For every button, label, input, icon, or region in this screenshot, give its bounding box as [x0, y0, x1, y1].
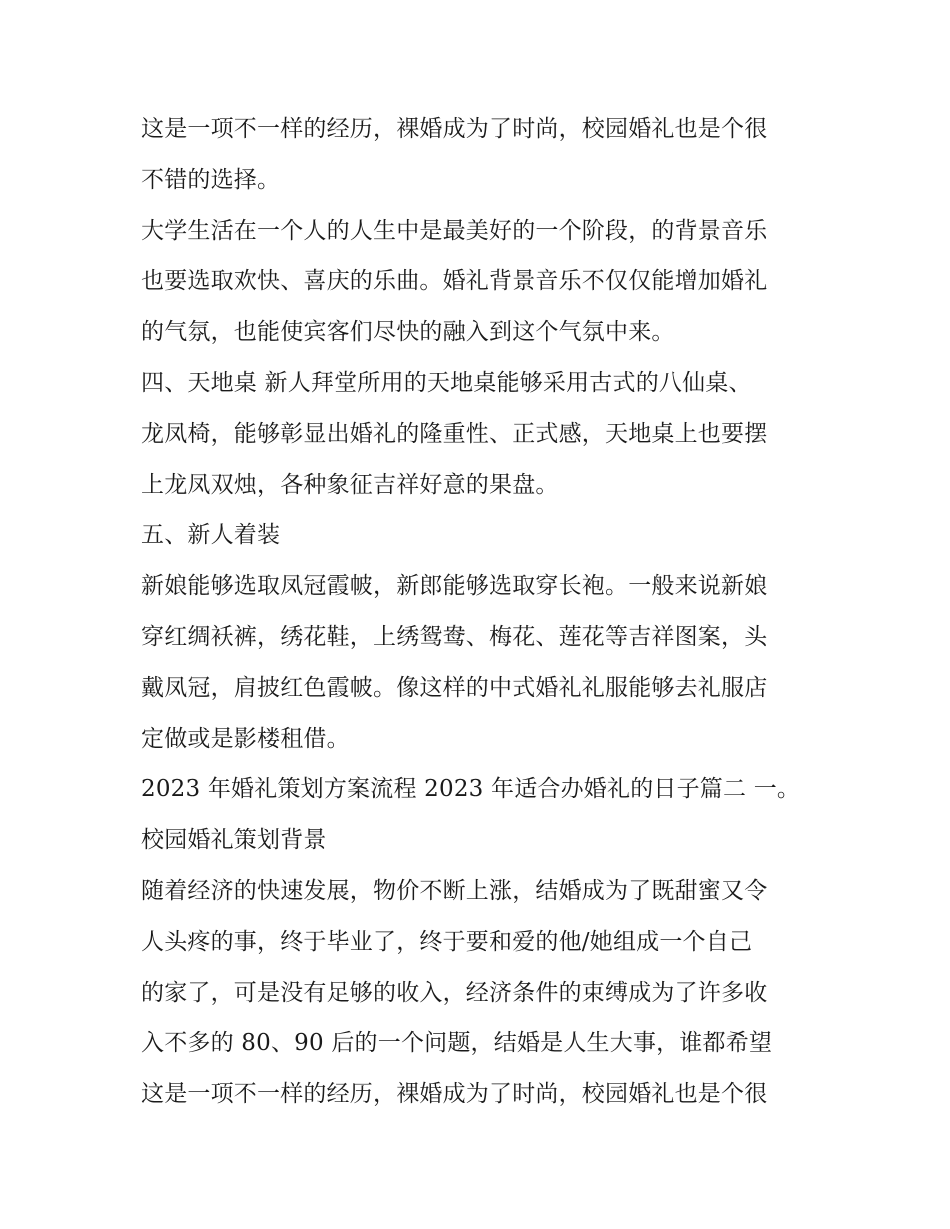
text-line: 定做或是影楼租借。 — [141, 725, 350, 752]
text-line: 穿红绸袄裤，绣花鞋，上绣鸳鸯、梅花、莲花等吉祥图案，头 — [141, 623, 768, 650]
text-line: 人头疼的事，终于毕业了，终于要和爱的他/她组成一个自己 — [141, 928, 753, 955]
text-line: 2023 年婚礼策划方案流程 2023 年适合办婚礼的日子篇二 一。 — [141, 776, 801, 803]
text-line: 入不多的 80、90 后的一个问题，结婚是人生大事，谁都希望 — [141, 1030, 773, 1057]
text-line: 不错的选择。 — [141, 166, 281, 193]
text-line: 的家了，可是没有足够的收入，经济条件的束缚成为了许多收 — [141, 979, 768, 1006]
text-line: 的气氛，也能使宾客们尽快的融入到这个气氛中来。 — [141, 319, 675, 346]
section-heading: 五、新人着装 — [141, 522, 281, 549]
text-line: 上龙凤双烛，各种象征吉祥好意的果盘。 — [141, 471, 559, 498]
text-line: 四、天地桌 新人拜堂所用的天地桌能够采用古式的八仙桌、 — [141, 369, 752, 396]
document-body — [141, 104, 821, 1120]
section-heading: 校园婚礼策划背景 — [141, 827, 327, 854]
text-line: 也要选取欢快、喜庆的乐曲。婚礼背景音乐不仅仅能增加婚礼 — [141, 268, 768, 295]
text-line: 戴凤冠，肩披红色霞帔。像这样的中式婚礼礼服能够去礼服店 — [141, 674, 768, 701]
text-line: 大学生活在一个人的人生中是最美好的一个阶段，的背景音乐 — [141, 217, 768, 244]
text-line: 这是一项不一样的经历，裸婚成为了时尚，校园婚礼也是个很 — [141, 1081, 768, 1108]
text-line: 随着经济的快速发展，物价不断上涨，结婚成为了既甜蜜又令 — [141, 877, 768, 904]
text-line: 这是一项不一样的经历，裸婚成为了时尚，校园婚礼也是个很 — [141, 116, 768, 142]
text-line: 新娘能够选取凤冠霞帔，新郎能够选取穿长袍。一般来说新娘 — [141, 573, 768, 600]
text-line: 龙凤椅，能够彰显出婚礼的隆重性、正式感，天地桌上也要摆 — [141, 420, 768, 447]
